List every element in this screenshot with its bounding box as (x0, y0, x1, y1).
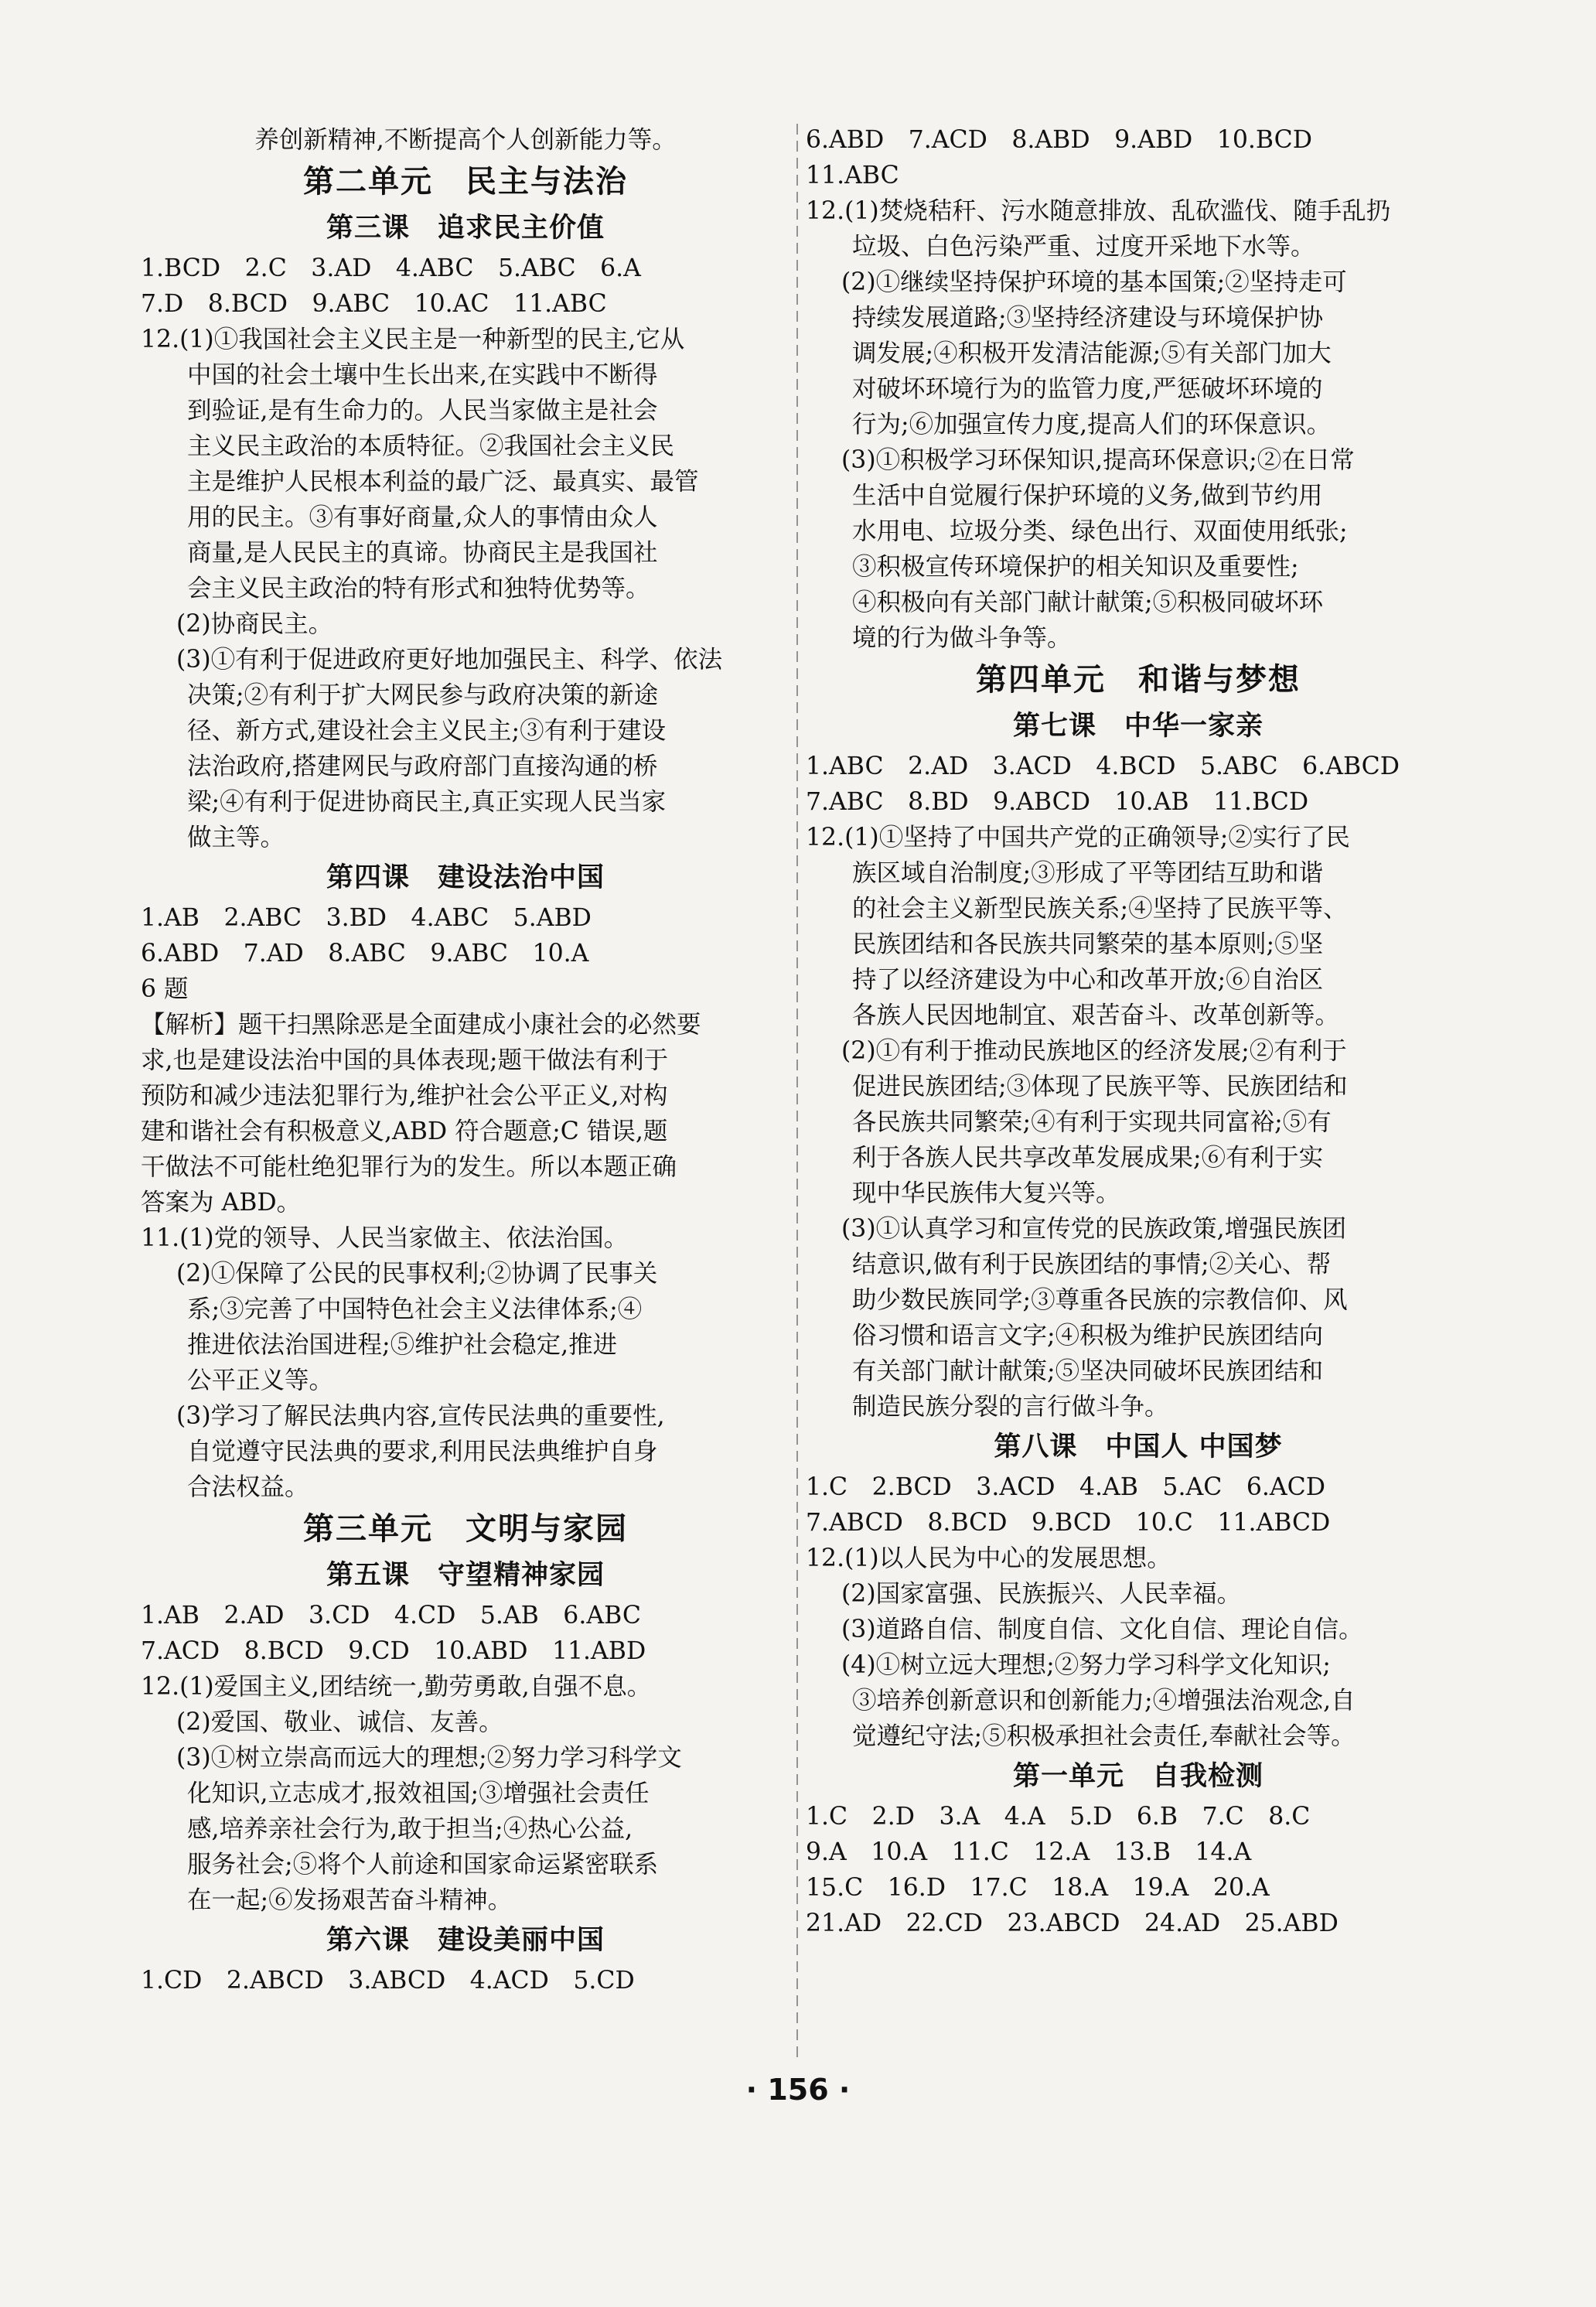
answer-continuation: 到验证,是有生命力的。人民当家做主是社会 (187, 397, 658, 425)
answer-continuation: 各族人民因地制宜、艰苦奋斗、改革创新等。 (852, 1002, 1340, 1029)
answer-line: 7.ACD 8.BCD 9.CD 10.ABD 11.ABD (141, 1637, 646, 1665)
answer-subline: (3)①有利于促进政府更好地加强民主、科学、依法 (176, 646, 723, 674)
answer-continuation: 调发展;④积极开发清洁能源;⑤有关部门加大 (852, 340, 1332, 367)
answer-continuation: 族区域自治制度;③形成了平等团结互助和谐 (852, 859, 1324, 887)
answer-continuation: 决策;②有利于扩大网民参与政府决策的新途 (187, 681, 659, 709)
answer-line: 7.ABCD 8.BCD 9.BCD 10.C 11.ABCD (806, 1509, 1331, 1537)
answer-continuation: 制造民族分裂的言行做斗争。 (852, 1393, 1169, 1421)
answer-line: 建和谐社会有积极意义,ABD 符合题意;C 错误,题 (141, 1118, 668, 1145)
answer-continuation: 俗习惯和语言文字;④积极为维护民族团结向 (852, 1322, 1324, 1350)
answer-line: 12.(1)焚烧秸秆、污水随意排放、乱砍滥伐、随手乱扔 (806, 197, 1391, 225)
answer-continuation: 径、新方式,建设社会主义民主;③有利于建设 (187, 717, 667, 745)
answer-continuation: ③积极宣传环境保护的相关知识及重要性; (852, 553, 1299, 581)
answer-continuation: 法治政府,搭建网民与政府部门直接沟通的桥 (187, 753, 658, 780)
answer-continuation: 主是维护人民根本利益的最广泛、最真实、最管 (187, 468, 699, 496)
answer-line: 1.ABC 2.AD 3.ACD 4.BCD 5.ABC 6.ABCD (806, 753, 1400, 780)
answer-continuation: 民族团结和各民族共同繁荣的基本原则;⑤坚 (852, 930, 1324, 958)
answer-continuation: 境的行为做斗争等。 (852, 624, 1072, 652)
answer-continuation: 助少数民族同学;③尊重各民族的宗教信仰、风 (852, 1286, 1348, 1314)
answer-continuation: ④积极向有关部门献计献策;⑤积极同破坏环 (852, 589, 1324, 616)
answer-line: 7.D 8.BCD 9.ABC 10.AC 11.ABC (141, 290, 607, 318)
answer-continuation: ③培养创新意识和创新能力;④增强法治观念,自 (852, 1687, 1356, 1715)
answer-continuation: 持续发展道路;③坚持经济建设与环境保护协 (852, 304, 1324, 332)
answer-subline: (3)①积极学习环保知识,提高环保意识;②在日常 (841, 446, 1355, 474)
answer-continuation: 梁;④有利于促进协商民主,真正实现人民当家 (187, 788, 667, 816)
answer-line: 12.(1)①我国社会主义民主是一种新型的民主,它从 (141, 326, 685, 353)
answer-continuation: 会主义民主政治的特有形式和独特优势等。 (187, 575, 650, 602)
answer-line: 15.C 16.D 17.C 18.A 19.A 20.A (806, 1874, 1270, 1902)
answer-continuation: 用的民主。③有事好商量,众人的事情由众人 (187, 503, 658, 531)
answer-continuation: 觉遵纪守法;⑤积极承担社会责任,奉献社会等。 (852, 1722, 1356, 1750)
answer-line: 7.ABC 8.BD 9.ABCD 10.AB 11.BCD (806, 788, 1309, 816)
answer-subline: (2)①保障了公民的民事权利;②协调了民事关 (176, 1260, 658, 1288)
answer-subline: (2)爱国、敬业、诚信、友善。 (176, 1708, 503, 1736)
answer-line: 【解析】题干扫黑除恶是全面建成小康社会的必然要 (141, 1011, 701, 1039)
answer-subline: (3)①认真学习和宣传党的民族政策,增强民族团 (841, 1215, 1347, 1243)
answer-subline: (2)①继续坚持保护环境的基本国策;②坚持走可 (841, 268, 1347, 296)
answer-continuation: 各民族共同繁荣;④有利于实现共同富裕;⑤有 (852, 1108, 1332, 1136)
answer-subline: (2)①有利于推动民族地区的经济发展;②有利于 (841, 1037, 1347, 1065)
answer-continuation: 垃圾、白色污染严重、过度开采地下水等。 (852, 233, 1315, 261)
answer-continuation: 结意识,做有利于民族团结的事情;②关心、帮 (852, 1251, 1332, 1278)
answer-continuation: 公平正义等。 (187, 1367, 334, 1394)
answer-line: 1.BCD 2.C 3.AD 4.ABC 5.ABC 6.A (141, 254, 641, 282)
answer-continuation: 在一起;⑥发扬艰苦奋斗精神。 (187, 1886, 513, 1914)
answer-line: 答案为 ABD。 (141, 1189, 302, 1217)
answer-line: 1.C 2.D 3.A 4.A 5.D 6.B 7.C 8.C (806, 1803, 1311, 1831)
lesson-heading: 第一单元 自我检测 (1012, 1760, 1264, 1792)
answer-subline: (3)道路自信、制度自信、文化自信、理论自信。 (841, 1616, 1363, 1643)
page-number: · 156 · (745, 2073, 851, 2107)
answer-continuation: 行为;⑥加强宣传力度,提高人们的环保意识。 (852, 411, 1332, 439)
answer-subline: (3)学习了解民法典内容,宣传民法典的重要性, (176, 1402, 665, 1430)
lesson-heading: 第四课 建设法治中国 (326, 862, 605, 893)
answer-line: 1.C 2.BCD 3.ACD 4.AB 5.AC 6.ACD (806, 1473, 1325, 1501)
answer-continuation: 水用电、垃圾分类、绿色出行、双面使用纸张; (852, 517, 1348, 545)
answer-line: 6.ABD 7.AD 8.ABC 9.ABC 10.A (141, 940, 589, 968)
answer-line: 养创新精神,不断提高个人创新能力等。 (254, 126, 677, 154)
answer-line: 1.CD 2.ABCD 3.ABCD 4.ACD 5.CD (141, 1967, 635, 1995)
answer-continuation: 化知识,立志成才,报效祖国;③增强社会责任 (187, 1780, 650, 1807)
right-column (806, 122, 1471, 1941)
answer-line: 12.(1)以人民为中心的发展思想。 (806, 1544, 1171, 1572)
answer-line: 21.AD 22.CD 23.ABCD 24.AD 25.ABD (806, 1909, 1339, 1937)
lesson-heading: 第八课 中国人 中国梦 (994, 1431, 1283, 1462)
answer-continuation: 自觉遵守民法典的要求,利用民法典维护自身 (187, 1438, 658, 1466)
answer-continuation: 推进依法治国进程;⑤维护社会稳定,推进 (187, 1331, 618, 1359)
answer-subline: (2)协商民主。 (176, 610, 333, 638)
answer-continuation: 合法权益。 (187, 1473, 309, 1501)
answer-continuation: 促进民族团结;③体现了民族平等、民族团结和 (852, 1073, 1348, 1101)
column-divider (796, 124, 798, 2057)
answer-line: 12.(1)①坚持了中国共产党的正确领导;②实行了民 (806, 824, 1350, 851)
answer-continuation: 有关部门献计献策;⑤坚决同破坏民族团结和 (852, 1357, 1324, 1385)
answer-continuation: 主义民主政治的本质特征。②我国社会主义民 (187, 432, 675, 460)
answer-line: 1.AB 2.AD 3.CD 4.CD 5.AB 6.ABC (141, 1602, 641, 1630)
answer-continuation: 商量,是人民民主的真谛。协商民主是我国社 (187, 539, 658, 567)
lesson-heading: 第三课 追求民主价值 (326, 212, 605, 244)
answer-line: 6.ABD 7.ACD 8.ABD 9.ABD 10.BCD (806, 126, 1312, 154)
answer-line: 1.AB 2.ABC 3.BD 4.ABC 5.ABD (141, 904, 592, 932)
unit-heading: 第四单元 和谐与梦想 (976, 661, 1301, 698)
answer-continuation: 利于各族人民共享改革发展成果;⑥有利于实 (852, 1144, 1324, 1172)
answer-continuation: 中国的社会土壤中生长出来,在实践中不断得 (187, 361, 658, 389)
answer-line: 干做法不可能杜绝犯罪行为的发生。所以本题正确 (141, 1153, 677, 1181)
answer-line: 求,也是建设法治中国的具体表现;题干做法有利于 (141, 1046, 669, 1074)
answer-continuation: 服务社会;⑤将个人前途和国家命运紧密联系 (187, 1851, 659, 1879)
answer-subline: (3)①树立崇高而远大的理想;②努力学习科学文 (176, 1744, 682, 1772)
lesson-heading: 第五课 守望精神家园 (326, 1559, 605, 1591)
answer-continuation: 的社会主义新型民族关系;④坚持了民族平等、 (852, 895, 1348, 923)
answer-continuation: 做主等。 (187, 824, 285, 851)
answer-line: 6 题 (141, 975, 189, 1003)
answer-continuation: 系;③完善了中国特色社会主义法律体系;④ (187, 1295, 643, 1323)
answer-continuation: 对破坏环境行为的监管力度,严惩破坏环境的 (852, 375, 1323, 403)
unit-heading: 第二单元 民主与法治 (303, 163, 628, 200)
answer-subline: (4)①树立远大理想;②努力学习科学文化知识; (841, 1651, 1331, 1679)
lesson-heading: 第六课 建设美丽中国 (326, 1924, 605, 1956)
answer-subline: (2)国家富强、民族振兴、人民幸福。 (841, 1580, 1242, 1608)
answer-line: 11.ABC (806, 162, 899, 189)
unit-heading: 第三单元 文明与家园 (303, 1510, 628, 1547)
answer-continuation: 生活中自觉履行保护环境的义务,做到节约用 (852, 482, 1323, 510)
answer-line: 9.A 10.A 11.C 12.A 13.B 14.A (806, 1838, 1252, 1866)
answer-line: 11.(1)党的领导、人民当家做主、依法治国。 (141, 1224, 629, 1252)
left-column (141, 122, 790, 1998)
answer-continuation: 感,培养亲社会行为,敢于担当;④热心公益, (187, 1815, 633, 1843)
answer-line: 预防和减少违法犯罪行为,维护社会公平正义,对构 (141, 1082, 668, 1110)
lesson-heading: 第七课 中华一家亲 (1012, 710, 1264, 742)
answer-continuation: 现中华民族伟大复兴等。 (852, 1179, 1120, 1207)
answer-line: 12.(1)爱国主义,团结统一,勤劳勇敢,自强不息。 (141, 1673, 652, 1701)
answer-continuation: 持了以经济建设为中心和改革开放;⑥自治区 (852, 966, 1324, 994)
